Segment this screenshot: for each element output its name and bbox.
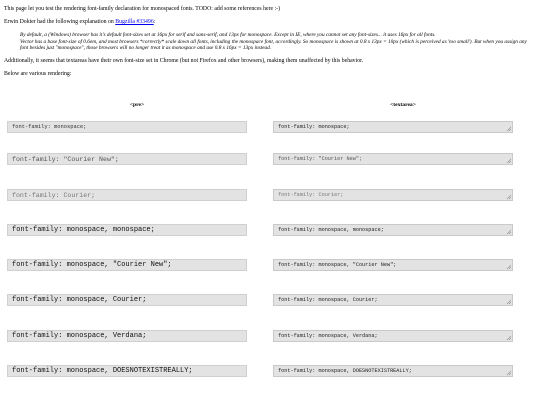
rendering-row xyxy=(0,330,540,346)
textarea-sample-text: font-family: monospace, DOESNOTEXISTREALLY; xyxy=(278,368,412,374)
pre-sample: font-family: monospace, monospace; xyxy=(7,224,247,236)
pre-sample: font-family: monospace; xyxy=(7,121,247,133)
resize-grip-icon[interactable] xyxy=(506,158,511,163)
textarea-sample[interactable] xyxy=(273,121,513,133)
resize-grip-icon[interactable] xyxy=(506,229,511,234)
bugzilla-link[interactable]: Bugzilla #33496 xyxy=(115,19,154,25)
textarea-note: Additionally, it seems that textareas have their own font-size set in Chrome (but not Firefox and other browsers), making them unaffected by this behavior. xyxy=(4,57,364,64)
pre-sample: font-family: Courier; xyxy=(7,189,247,201)
resize-grip-icon[interactable] xyxy=(506,335,511,340)
resize-grip-icon[interactable] xyxy=(506,299,511,304)
textarea-sample-text: font-family: monospace, "Courier New"; xyxy=(278,262,397,268)
textarea-sample-text: font-family: "Courier New"; xyxy=(278,156,363,162)
textarea-sample-text: font-family: monospace; xyxy=(278,124,350,130)
intro-section xyxy=(4,6,534,78)
rendering-row xyxy=(0,224,540,240)
textarea-sample-text: font-family: monospace, Courier; xyxy=(278,297,378,303)
pre-column-header: <pre> xyxy=(129,102,145,108)
textarea-column-header: <textarea> xyxy=(390,102,416,108)
blockquote-explanation xyxy=(20,32,534,52)
textarea-sample[interactable] xyxy=(273,294,513,306)
pre-sample: font-family: monospace, "Courier New"; xyxy=(7,259,247,271)
pre-sample: font-family: monospace, Courier; xyxy=(7,294,247,306)
textarea-sample[interactable] xyxy=(273,330,513,342)
rendering-row xyxy=(0,153,540,169)
rendering-row xyxy=(0,294,540,310)
textarea-sample-text: font-family: Courier; xyxy=(278,192,344,198)
textarea-sample[interactable] xyxy=(273,153,513,165)
explanation-credit xyxy=(4,19,534,26)
quote-paragraph-2: Vector has a base font-size of 0.6em, and most browsers *correctly* scale down all fonts, including the monospace font, accordingly. So monospace is shown at 0.8 x 13px = 10px (which is perceived as 'too small'). But when you assign any font besides just "monospace", those browsers will no longer treat it as monospace and use 0.8 x 16px = 13px instead. xyxy=(20,38,527,52)
textarea-sample[interactable] xyxy=(273,189,513,201)
resize-grip-icon[interactable] xyxy=(506,194,511,199)
rendering-row xyxy=(0,365,540,381)
pre-sample: font-family: "Courier New"; xyxy=(7,153,247,165)
credit-suffix: : xyxy=(153,19,156,25)
rendering-heading: Below are various rendering: xyxy=(4,70,72,77)
pre-sample: font-family: monospace, Verdana; xyxy=(7,330,247,342)
textarea-sample[interactable] xyxy=(273,259,513,271)
intro-text: This page let you test the rendering font-family declaration for monospaced fonts. TODO: add some references here :-) xyxy=(4,6,281,12)
credit-prefix: Erwin Dokter had the following explanation on xyxy=(4,19,116,25)
resize-grip-icon[interactable] xyxy=(506,126,511,131)
textarea-sample-text: font-family: monospace, Verdana; xyxy=(278,333,378,339)
textarea-sample-text: font-family: monospace, monospace; xyxy=(278,227,384,233)
rendering-row xyxy=(0,189,540,205)
quote-paragraph-1: By default, a (Windows) browser has it's default font-sizes set at 16px for serif and sans-serif, and 13px for monospace. Except in IE, where you cannot set any font-sizes... it uses 16px for all fonts. xyxy=(20,32,436,38)
resize-grip-icon[interactable] xyxy=(506,370,511,375)
resize-grip-icon[interactable] xyxy=(506,264,511,269)
rendering-row xyxy=(0,121,540,137)
textarea-sample[interactable] xyxy=(273,224,513,236)
textarea-sample[interactable] xyxy=(273,365,513,377)
rendering-row xyxy=(0,259,540,275)
pre-sample: font-family: monospace, DOESNOTEXISTREALLY; xyxy=(7,365,247,377)
